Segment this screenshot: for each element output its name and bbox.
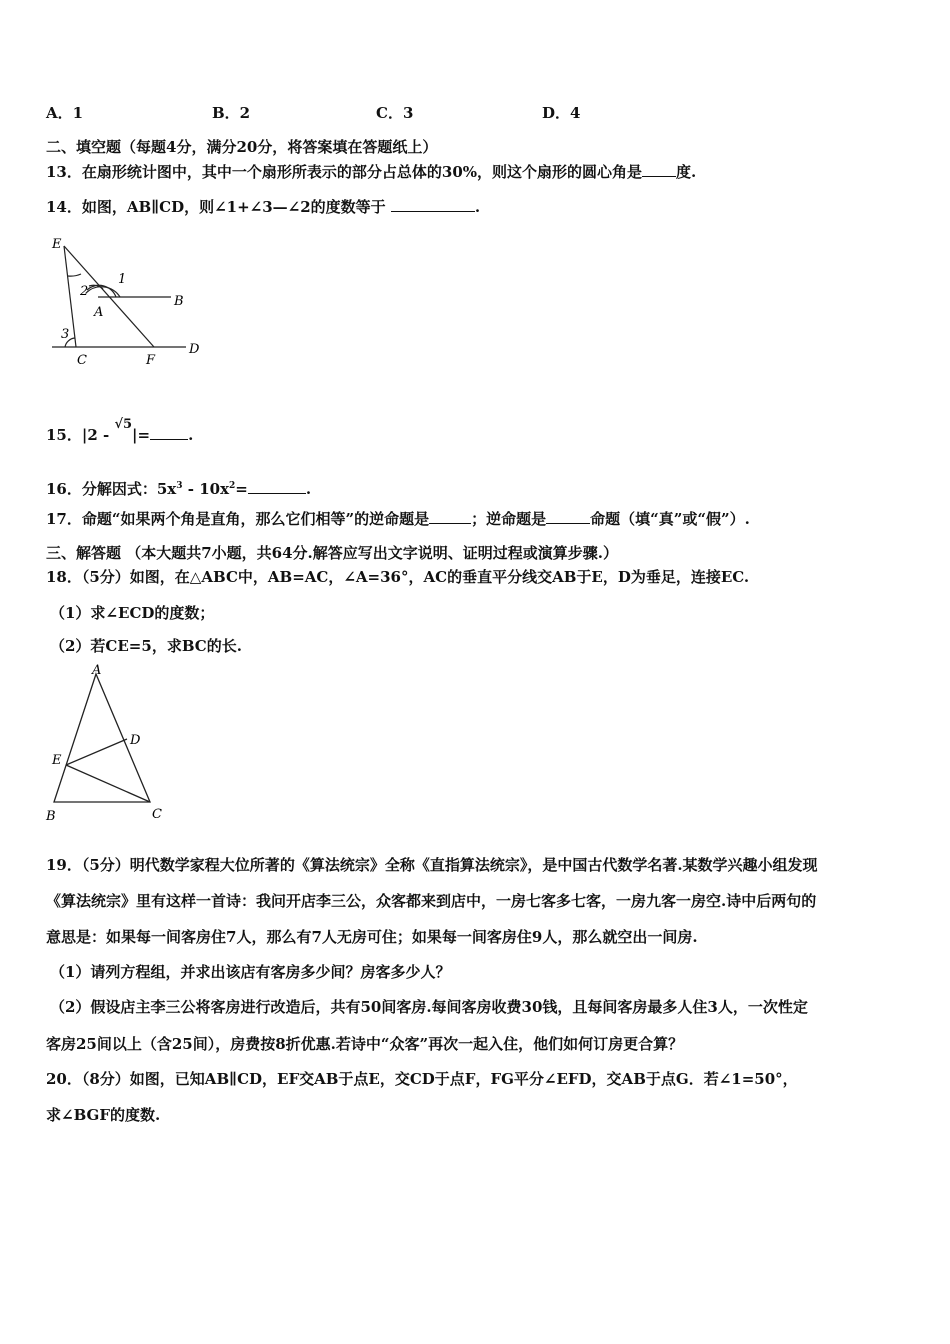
fig14-label-f: F xyxy=(146,353,156,368)
question-15 xyxy=(46,417,194,447)
q17-blank-2 xyxy=(546,509,590,524)
q15-blank xyxy=(150,425,188,440)
fig18-label-d: D xyxy=(130,733,141,748)
q13-blank xyxy=(642,162,676,177)
q18-part-2: （2）若CE=5，求BC的长. xyxy=(50,637,242,655)
q15-radical: √5 xyxy=(114,417,133,432)
q19-line-2: 《算法统宗》里有这样一首诗：我问开店李三公，众客都来到店中，一房七客多七客，一房九客一房空.诗中后两句的 xyxy=(46,892,817,910)
section2-title: 二、填空题（每题4分，满分20分，将答案填在答题纸上） xyxy=(46,138,438,156)
q17-text: 17．命题“如果两个角是直角，那么它们相等”的逆命题是 xyxy=(46,510,430,528)
q20-line-1: 20．（8分）如图，已知AB∥CD，EF交AB于点E，交CD于点F，FG平分∠EFD，交AB于点G．若∠1=50°， xyxy=(46,1070,798,1088)
fig18-label-b: B xyxy=(46,809,56,824)
q12-option-d: D．4 xyxy=(542,104,581,122)
figure-q14 xyxy=(46,230,216,375)
q16-blank xyxy=(248,479,306,494)
fig18-label-c: C xyxy=(152,807,162,822)
fig14-label-a: A xyxy=(94,305,104,320)
q19-part-1: （1）请列方程组，并求出该店有客房多少间？房客多少人？ xyxy=(50,963,451,981)
fig18-label-a: A xyxy=(92,663,102,678)
q16-exponent-2: 2 xyxy=(229,481,236,491)
question-13 xyxy=(46,162,696,182)
question-17 xyxy=(46,509,750,529)
question-16 xyxy=(46,476,311,499)
question-14 xyxy=(46,197,480,217)
figure-q18 xyxy=(44,662,174,827)
q20-line-2: 求∠BGF的度数. xyxy=(46,1106,161,1124)
q19-part-2a: （2）假设店主李三公将客房进行改造后，共有50间客房.每间客房收费30钱，且每间客房最多人住3人，一次性定 xyxy=(50,998,808,1016)
q13-text: 13．在扇形统计图中，其中一个扇形所表示的部分占总体的30%，则这个扇形的圆心角是 xyxy=(46,163,643,181)
fig14-label-b: B xyxy=(174,294,184,309)
q18-stem: 18．（5分）如图，在△ABC中，AB=AC，∠A=36°，AC的垂直平分线交AB于E，D为垂足，连接EC. xyxy=(46,568,750,586)
q15-mid: |= xyxy=(132,426,151,444)
q16-exponent-3: 3 xyxy=(176,481,183,491)
q17-mid: ；逆命题是 xyxy=(471,510,547,528)
q17-suffix: 命题（填“真”或“假”）. xyxy=(590,510,750,528)
q13-suffix: 度. xyxy=(676,163,697,181)
q19-part-2b: 客房25间以上（含25间），房费按8折优惠.若诗中“众客”再次一起入住，他们如何订房更合算？ xyxy=(46,1035,684,1053)
q12-option-c: C．3 xyxy=(376,104,414,122)
fig14-label-d: D xyxy=(189,342,200,357)
fig14-label-1: 1 xyxy=(118,272,127,287)
q14-blank xyxy=(391,197,475,212)
fig18-label-e: E xyxy=(52,753,62,768)
q16-eq: = xyxy=(235,480,248,498)
q16-suffix: . xyxy=(305,480,312,498)
q14-text: 14．如图，AB∥CD，则∠1+∠3—∠2的度数等于 xyxy=(46,198,386,216)
fig14-label-2: 2 xyxy=(80,284,89,299)
q19-line-3: 意思是：如果每一间客房住7人，那么有7人无房可住；如果每一间客房住9人，那么就空出一间房. xyxy=(46,928,698,946)
q16-text: 16．分解因式：5x xyxy=(46,480,177,498)
q14-suffix: . xyxy=(474,198,481,216)
fig14-label-c: C xyxy=(77,353,87,368)
q19-line-1: 19．（5分）明代数学家程大位所著的《算法统宗》全称《直指算法统宗》，是中国古代数学名著.某数学兴趣小组发现 xyxy=(46,856,818,874)
q12-option-b: B．2 xyxy=(212,104,251,122)
section3-title: 三、解答题 （本大题共7小题，共64分.解答应写出文字说明、证明过程或演算步骤.） xyxy=(46,544,618,562)
q17-blank-1 xyxy=(429,509,471,524)
q15-text: 15．|2 - xyxy=(46,426,110,444)
q12-option-a: A．1 xyxy=(46,104,84,122)
fig14-label-e: E xyxy=(52,237,62,252)
q16-mid: - 10x xyxy=(182,480,230,498)
fig14-label-3: 3 xyxy=(61,327,70,342)
q15-suffix: . xyxy=(188,426,194,444)
q18-part-1: （1）求∠ECD的度数； xyxy=(50,604,215,622)
